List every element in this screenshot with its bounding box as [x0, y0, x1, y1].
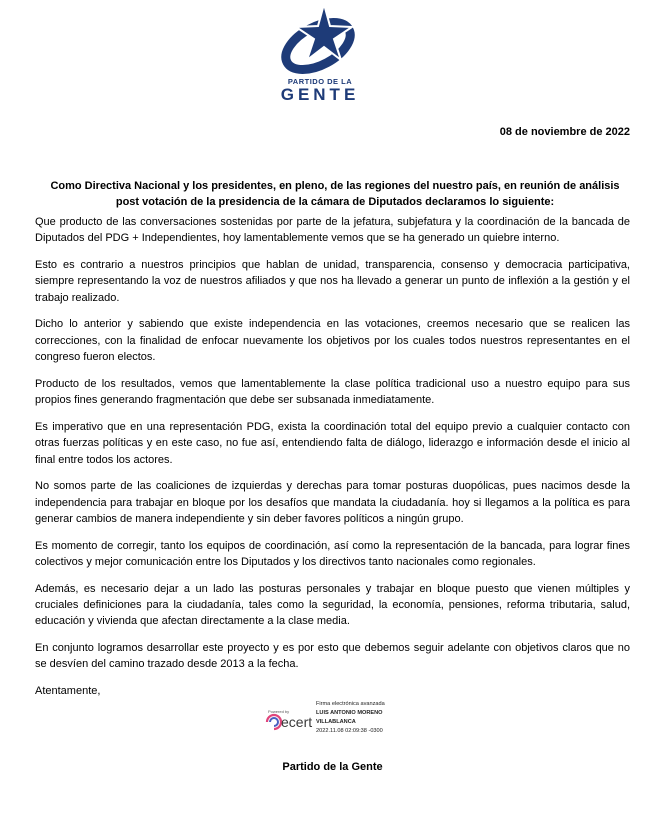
signature-details — [316, 700, 385, 736]
document-date: 08 de noviembre de 2022 — [499, 126, 630, 138]
paragraph: Es imperativo que en una representación PDG, exista la coordinación total del equipo previo a cualquier contacto con otras fuerzas políticas y en este caso, no fue así, entendiendo falta de diálogo, liderazgo e información desde el inicio al final entre todos los actores. — [35, 420, 630, 466]
paragraph: Es momento de corregir, tanto los equipos de coordinación, así como la representación de la bancada, para lograr fines colectivos y mejor comunicación entre los Diputados y los directivos tanto nacionales como regionales. — [35, 539, 630, 569]
paragraph: Dicho lo anterior y sabiendo que existe independencia en las votaciones, creemos necesario que se realicen las correcciones, con la finalidad de enfocar nuevamente los objetivos por los cuales todos nuestros representantes en el congreso fueron electos. — [35, 318, 630, 364]
paragraph: Esto es contrario a nuestros principios que hablan de unidad, transparencia, consenso y democracia participativa, siempre representando la voz de nuestros afiliados y que nos ha llevado a generar un punto de inflexión a la gestión y el trabajo realizado. — [35, 259, 630, 304]
ecert-wordmark: ecert — [281, 714, 313, 730]
paragraph: Además, es necesario dejar a un lado las posturas personales y trabajar en bloque puesto que vienen múltiples y cruciales definiciones para la ciudadanía, tales como la seguridad, la economía, pensiones, reforma tributaria, salud, educación y vivienda que afectan directamente a la clase media. — [35, 582, 630, 628]
logo-text-top: PARTIDO DE LA — [287, 77, 353, 86]
closing-salutation: Atentamente, — [35, 685, 101, 698]
paragraph: No somos parte de las coaliciones de izquierdas y derechas para tomar posturas duopólicas, pues nacimos desde la independencia para trabajar en bloque por los desafíos que mandata la ciudadanía. hoy si llegamos a la política es para generar cambios de manera independiente y sin deber favores políticos a ningún grupo. — [35, 480, 630, 526]
signature-timestamp: 2022.11.08 02:09:38 -0300 — [316, 728, 383, 734]
signature-type: Firma electrónica avanzada — [316, 701, 385, 707]
signer-name-line1: LUIS ANTONIO MORENO — [316, 710, 383, 716]
signing-party-name: Partido de la Gente — [282, 761, 383, 773]
paragraph: Que producto de las conversaciones sostenidas por parte de la jefatura, subjefatura y la coordinación de la bancada de Diputados del PDG + Independientes, hoy lamentablemente vemos que se ha generado un quiebre interno. — [35, 216, 630, 245]
powered-by-label: Powered by — [268, 709, 290, 714]
intro-statement: Como Directiva Nacional y los presidentes, en pleno, de las regiones del nuestro país, en reunión de análisis post votación de la presidencia de la cámara de Diputados declaramos lo siguiente: — [50, 180, 620, 208]
electronic-signature-stamp — [262, 697, 422, 741]
paragraph: En conjunto logramos desarrollar este proyecto y es por esto que debemos seguir adelante con objetivos claros que no se desvíen del camino trazado desde 2013 a la fecha. — [35, 642, 630, 671]
star-emblem-icon — [278, 4, 358, 79]
signer-name-line2: VILLABLANCA — [316, 719, 356, 725]
paragraph: Producto de los resultados, vemos que lamentablemente la clase política tradicional uso a nuestro equipo para sus propios fines generando fragmentación que debe ser subsanada inmediatamente. — [35, 377, 630, 407]
logo-text-main: GENTE — [280, 85, 360, 104]
document-body — [35, 214, 630, 710]
